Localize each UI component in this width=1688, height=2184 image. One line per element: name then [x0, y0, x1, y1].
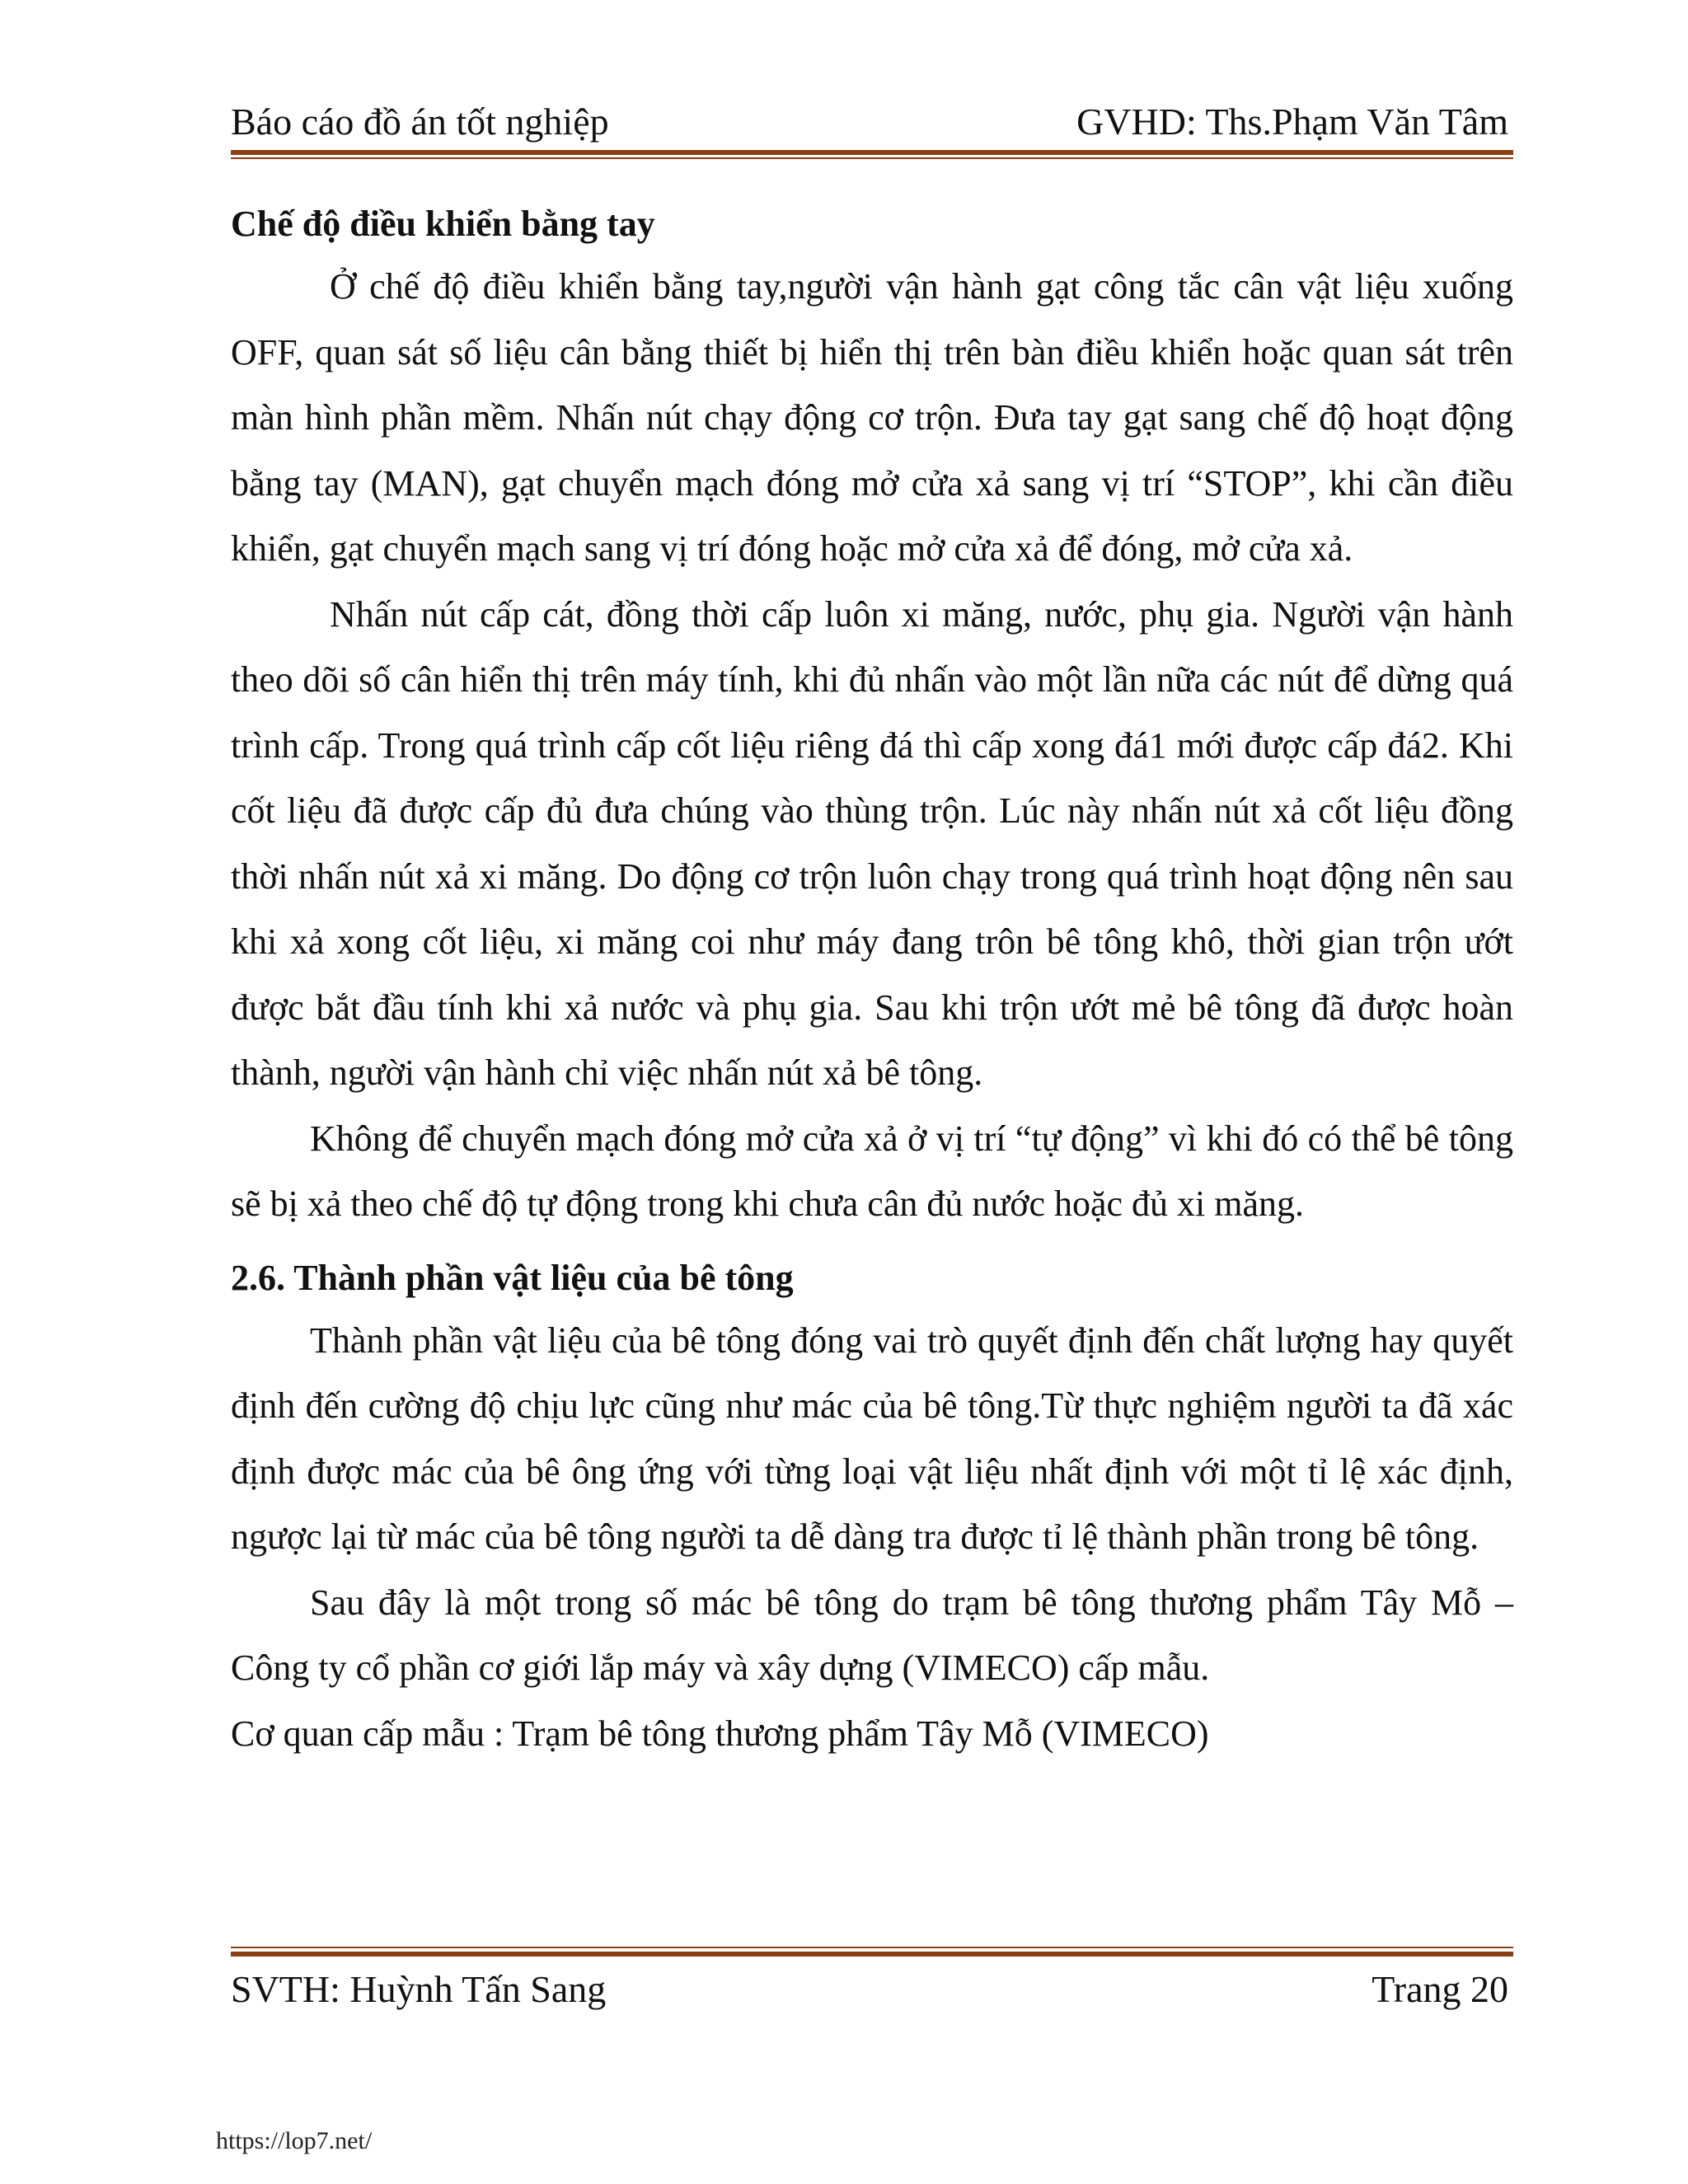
paragraph-manual-control-1: Ở chế độ điều khiển bằng tay,người vận hành gạt công tắc cân vật liệu xuống OFF, quan sát số liệu cân bằng thiết bị hiển thị trên bàn điều khiển hoặc quan sát trên màn hình phần mềm. Nhấn nút chạy động cơ trộn. Đưa tay gạt sang chế độ hoạt động bằng tay (MAN), gạt chuyển mạch đóng mở cửa xả sang vị trí “STOP”, khi cần điều khiển, gạt chuyển mạch sang vị trí đóng hoặc mở cửa xả để đóng, mở cửa xả. — [231, 266, 1513, 569]
paragraph-concrete-materials-2: Sau đây là một trong số mác bê tông do trạm bê tông thương phẩm Tây Mỗ – Công ty cổ phần cơ giới lắp máy và xây dựng (VIMECO) cấp mẫu. — [231, 1582, 1513, 1688]
footer-student: SVTH: Huỳnh Tấn Sang — [231, 1968, 607, 2010]
header-rule-thin — [231, 157, 1513, 159]
section-heading-manual-control: Chế độ điều khiển bằng tay — [231, 204, 655, 244]
source-url-link[interactable]: https://lop7.net/ — [216, 2127, 373, 2154]
footer-rule-thin — [231, 1947, 1513, 1948]
page-header — [231, 97, 1508, 147]
header-advisor: GVHD: Ths.Phạm Văn Tâm — [1076, 101, 1508, 143]
paragraph-manual-control-3: Không để chuyển mạch đóng mở cửa xả ở vị trí “tự động” vì khi đó có thể bê tông sẽ bị xả theo chế độ tự động trong khi chưa cân đủ nước hoặc đủ xi măng. — [231, 1118, 1513, 1224]
section-heading-concrete-materials: 2.6. Thành phần vật liệu của bê tông — [231, 1257, 794, 1298]
paragraph-concrete-materials-1: Thành phần vật liệu của bê tông đóng vai trò quyết định đến chất lượng hay quyết định đến cường độ chịu lực cũng như mác của bê tông.Từ thực nghiệm người ta đã xác định được mác của bê ông ứng với từng loại vật liệu nhất định với một tỉ lệ xác định, ngược lại từ mác của bê tông người ta dễ dàng tra được tỉ lệ thành phần trong bê tông. — [231, 1319, 1513, 1557]
paragraph-manual-control-2: Nhấn nút cấp cát, đồng thời cấp luôn xi măng, nước, phụ gia. Người vận hành theo dõi số cân hiển thị trên máy tính, khi đủ nhấn vào một lần nữa các nút để dừng quá trình cấp. Trong quá trình cấp cốt liệu riêng đá thì cấp xong đá1 mới được cấp đá2. Khi cốt liệu đã được cấp đủ đưa chúng vào thùng trộn. Lúc này nhấn nút xả cốt liệu đồng thời nhấn nút xả xi măng. Do động cơ trộn luôn chạy trong quá trình hoạt động nên sau khi xả xong cốt liệu, xi măng coi như máy đang trôn bê tông khô, thời gian trộn ướt được bắt đầu tính khi xả nước và phụ gia. Sau khi trộn ướt mẻ bê tông đã được hoàn thành, người vận hành chỉ việc nhấn nút xả bê tông. — [231, 593, 1513, 1093]
footer-page-number: Trang 20 — [1372, 1968, 1508, 2010]
footer-rule-thick — [231, 1952, 1513, 1957]
page-body — [231, 194, 1513, 1766]
header-rule-thick — [231, 150, 1513, 155]
paragraph-sample-agency: Cơ quan cấp mẫu : Trạm bê tông thương phẩm Tây Mỗ (VIMECO) — [231, 1713, 1209, 1754]
header-report-title: Báo cáo đồ án tốt nghiệp — [231, 101, 609, 143]
page-footer — [231, 1965, 1508, 2014]
